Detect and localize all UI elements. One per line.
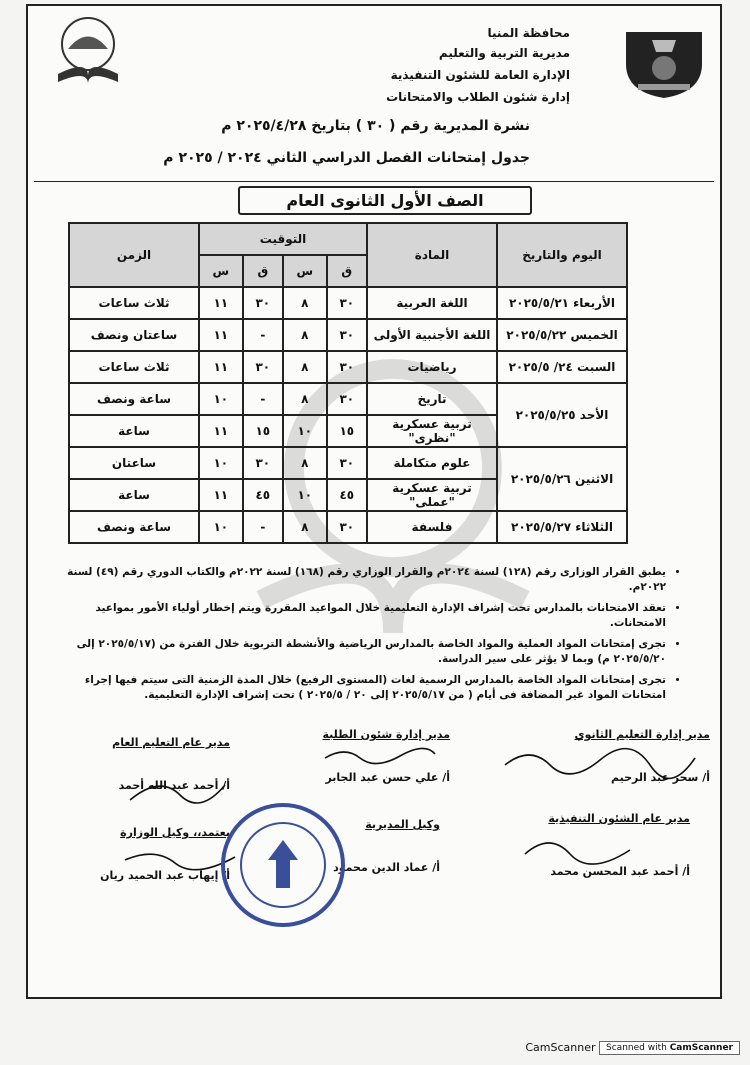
row-end-minute: ٣٠ xyxy=(243,447,283,479)
row-start-minute: ٣٠ xyxy=(327,447,367,479)
row-start-hour: ١٠ xyxy=(283,479,327,511)
notes-section xyxy=(60,565,680,709)
header-minute-start: ق xyxy=(327,255,367,287)
table-row xyxy=(69,511,627,543)
row-day: الاثنين ٢٠٢٥/٥/٢٦ xyxy=(497,447,627,511)
header-duration: الزمن xyxy=(69,223,199,287)
row-duration: ساعتان ونصف xyxy=(69,319,199,351)
signature-name: أ/ أحمد عبد الله أحمد xyxy=(118,779,230,792)
row-end-hour: ١١ xyxy=(199,287,243,319)
row-end-minute: ٣٠ xyxy=(243,351,283,383)
signature-title: مدير عام الشئون التنفيذية xyxy=(548,812,690,825)
row-end-minute: - xyxy=(243,383,283,415)
row-end-hour: ١٠ xyxy=(199,447,243,479)
row-end-minute: - xyxy=(243,319,283,351)
row-end-hour: ١١ xyxy=(199,351,243,383)
handwritten-signature xyxy=(500,740,700,780)
row-end-minute: ٣٠ xyxy=(243,287,283,319)
header-hour-start: س xyxy=(283,255,327,287)
row-end-hour: ١١ xyxy=(199,319,243,351)
header-timing: التوقيت xyxy=(199,223,367,255)
signature-title: مدير إدارة شئون الطلبة xyxy=(322,728,450,741)
row-duration: ثلاث ساعات xyxy=(69,287,199,319)
row-day: الثلاثاء ٢٠٢٥/٥/٢٧ xyxy=(497,511,627,543)
signature-name: أ/ عماد الدين محمود xyxy=(333,861,440,874)
header-department: إدارة شئون الطلاب والامتحانات xyxy=(386,90,570,104)
row-end-hour: ١١ xyxy=(199,479,243,511)
signature-title: مدير عام التعليم العام xyxy=(112,736,230,749)
table-row xyxy=(69,383,627,415)
signature-name: أ/ سحر عبد الرحيم xyxy=(610,771,710,784)
handwritten-signature xyxy=(120,770,230,810)
row-end-hour: ١٠ xyxy=(199,511,243,543)
row-start-hour: ٨ xyxy=(283,447,327,479)
header-minute-end: ق xyxy=(243,255,283,287)
row-start-hour: ١٠ xyxy=(283,415,327,447)
row-subject: رياضيات xyxy=(367,351,497,383)
row-subject: اللغة العربية xyxy=(367,287,497,319)
official-stamp xyxy=(218,800,348,930)
note-item: • تجرى إمتحانات المواد العملية والمواد الخاصة بالمدارس الرياضية والأنشطة التربوية خلال الفترة من (٢٠٢٥/٥/١٧ إلى ٢٠٢٥/٥/٢٠ م) وبما لا يؤثر على سير الدراسة. xyxy=(60,637,666,667)
header-hour-end: س xyxy=(199,255,243,287)
row-duration: ساعة ونصف xyxy=(69,511,199,543)
table-row xyxy=(69,287,627,319)
bulletin-number: نشرة المديرية رقم ( ٣٠ ) بتاريخ ٢٠٢٥/٤/٢٨ م xyxy=(221,118,530,134)
row-subject: تاريخ xyxy=(367,383,497,415)
row-subject: فلسفة xyxy=(367,511,497,543)
note-item: • يطبق القرار الوزارى رقم (١٢٨) لسنة ٢٠٢٤م والقرار الوزاري رقم (١٦٨) لسنة ٢٠٢٢م والكتاب الدوري رقم (٤٩) لسنة ٢٠٢٢م. xyxy=(60,565,666,595)
note-item: • تعقد الامتحانات بالمدارس تحت إشراف الإدارة التعليمية خلال المواعيد المقررة ويتم إخطار أولياء الأمور بمواعيد الامتحانات. xyxy=(60,601,666,631)
row-subject: علوم متكاملة xyxy=(367,447,497,479)
header-general-admin: الإدارة العامة للشئون التنفيذية xyxy=(390,68,570,82)
header-subject: المادة xyxy=(367,223,497,287)
row-duration: ساعة xyxy=(69,415,199,447)
scanner-footer xyxy=(525,1041,740,1055)
row-end-hour: ١١ xyxy=(199,415,243,447)
row-start-minute: ١٥ xyxy=(327,415,367,447)
grade-title: الصف الأول الثانوى العام xyxy=(238,186,532,215)
header-governorate: محافظة المنيا xyxy=(487,26,570,40)
row-subject: تربية عسكرية "عملى" xyxy=(367,479,497,511)
row-day: السبت ٢٤/ ٢٠٢٥/٥ xyxy=(497,351,627,383)
row-end-hour: ١٠ xyxy=(199,383,243,415)
scanner-app-label: CamScanner xyxy=(525,1041,596,1054)
table-row xyxy=(69,319,627,351)
row-end-minute: ٤٥ xyxy=(243,479,283,511)
row-duration: ساعة ونصف xyxy=(69,383,199,415)
scanned-with-badge xyxy=(599,1041,740,1055)
row-start-hour: ٨ xyxy=(283,511,327,543)
governorate-logo xyxy=(622,28,706,100)
row-start-minute: ٣٠ xyxy=(327,287,367,319)
row-duration: ساعة xyxy=(69,479,199,511)
signature-title: مدير إدارة التعليم الثانوي xyxy=(574,728,710,741)
row-day: الأربعاء ٢٠٢٥/٥/٢١ xyxy=(497,287,627,319)
scanner-brand: CamScanner xyxy=(669,1043,733,1053)
handwritten-signature xyxy=(320,744,440,768)
signature-title: وكيل المديرية xyxy=(365,818,440,831)
schedule-title: جدول إمتحانات الفصل الدراسي الثاني ٢٠٢٤ / ٢٠٢٥ م xyxy=(163,150,530,166)
row-start-hour: ٨ xyxy=(283,383,327,415)
row-start-minute: ٣٠ xyxy=(327,319,367,351)
education-ministry-logo xyxy=(48,14,128,89)
exam-schedule-table xyxy=(68,222,628,544)
row-day: الأحد ٢٠٢٥/٥/٢٥ xyxy=(497,383,627,447)
row-start-minute: ٣٠ xyxy=(327,351,367,383)
row-duration: ساعتان xyxy=(69,447,199,479)
note-item: • تجرى إمتحانات المواد الخاصة بالمدارس الرسمية لغات (المستوى الرفيع) خلال المدة الزمنية التى سيتم فيها إجراء امتحانات المواد غير المضافة فى أيام ( من ٢٠٢٥/٥/١٧ إلى ٢٠ / ٢٠٢٥/٥ ) تحت إشراف الإدارة التعليمية. xyxy=(60,673,666,703)
header-directorate: مديرية التربية والتعليم xyxy=(438,46,570,60)
row-end-minute: - xyxy=(243,511,283,543)
signature-title: يعتمد،، وكيل الوزارة xyxy=(120,826,230,839)
row-start-hour: ٨ xyxy=(283,287,327,319)
row-start-hour: ٨ xyxy=(283,351,327,383)
header-divider xyxy=(34,181,714,182)
row-start-hour: ٨ xyxy=(283,319,327,351)
signature-name: أ/ إيهاب عبد الحميد ريان xyxy=(100,869,230,882)
handwritten-signature xyxy=(520,830,640,866)
row-end-minute: ١٥ xyxy=(243,415,283,447)
scanned-with-text: Scanned with xyxy=(606,1043,667,1053)
table-row xyxy=(69,447,627,479)
signature-name: أ/ علي حسن عبد الجابر xyxy=(325,771,450,784)
table-row xyxy=(69,351,627,383)
row-subject: اللغة الأجنبية الأولى xyxy=(367,319,497,351)
header-day-date: اليوم والتاريخ xyxy=(497,223,627,287)
row-subject: تربية عسكرية "نظرى" xyxy=(367,415,497,447)
row-day: الخميس ٢٠٢٥/٥/٢٢ xyxy=(497,319,627,351)
row-start-minute: ٤٥ xyxy=(327,479,367,511)
signature-name: أ/ أحمد عبد المحسن محمد xyxy=(550,865,690,878)
row-start-minute: ٣٠ xyxy=(327,511,367,543)
row-duration: ثلاث ساعات xyxy=(69,351,199,383)
row-start-minute: ٣٠ xyxy=(327,383,367,415)
